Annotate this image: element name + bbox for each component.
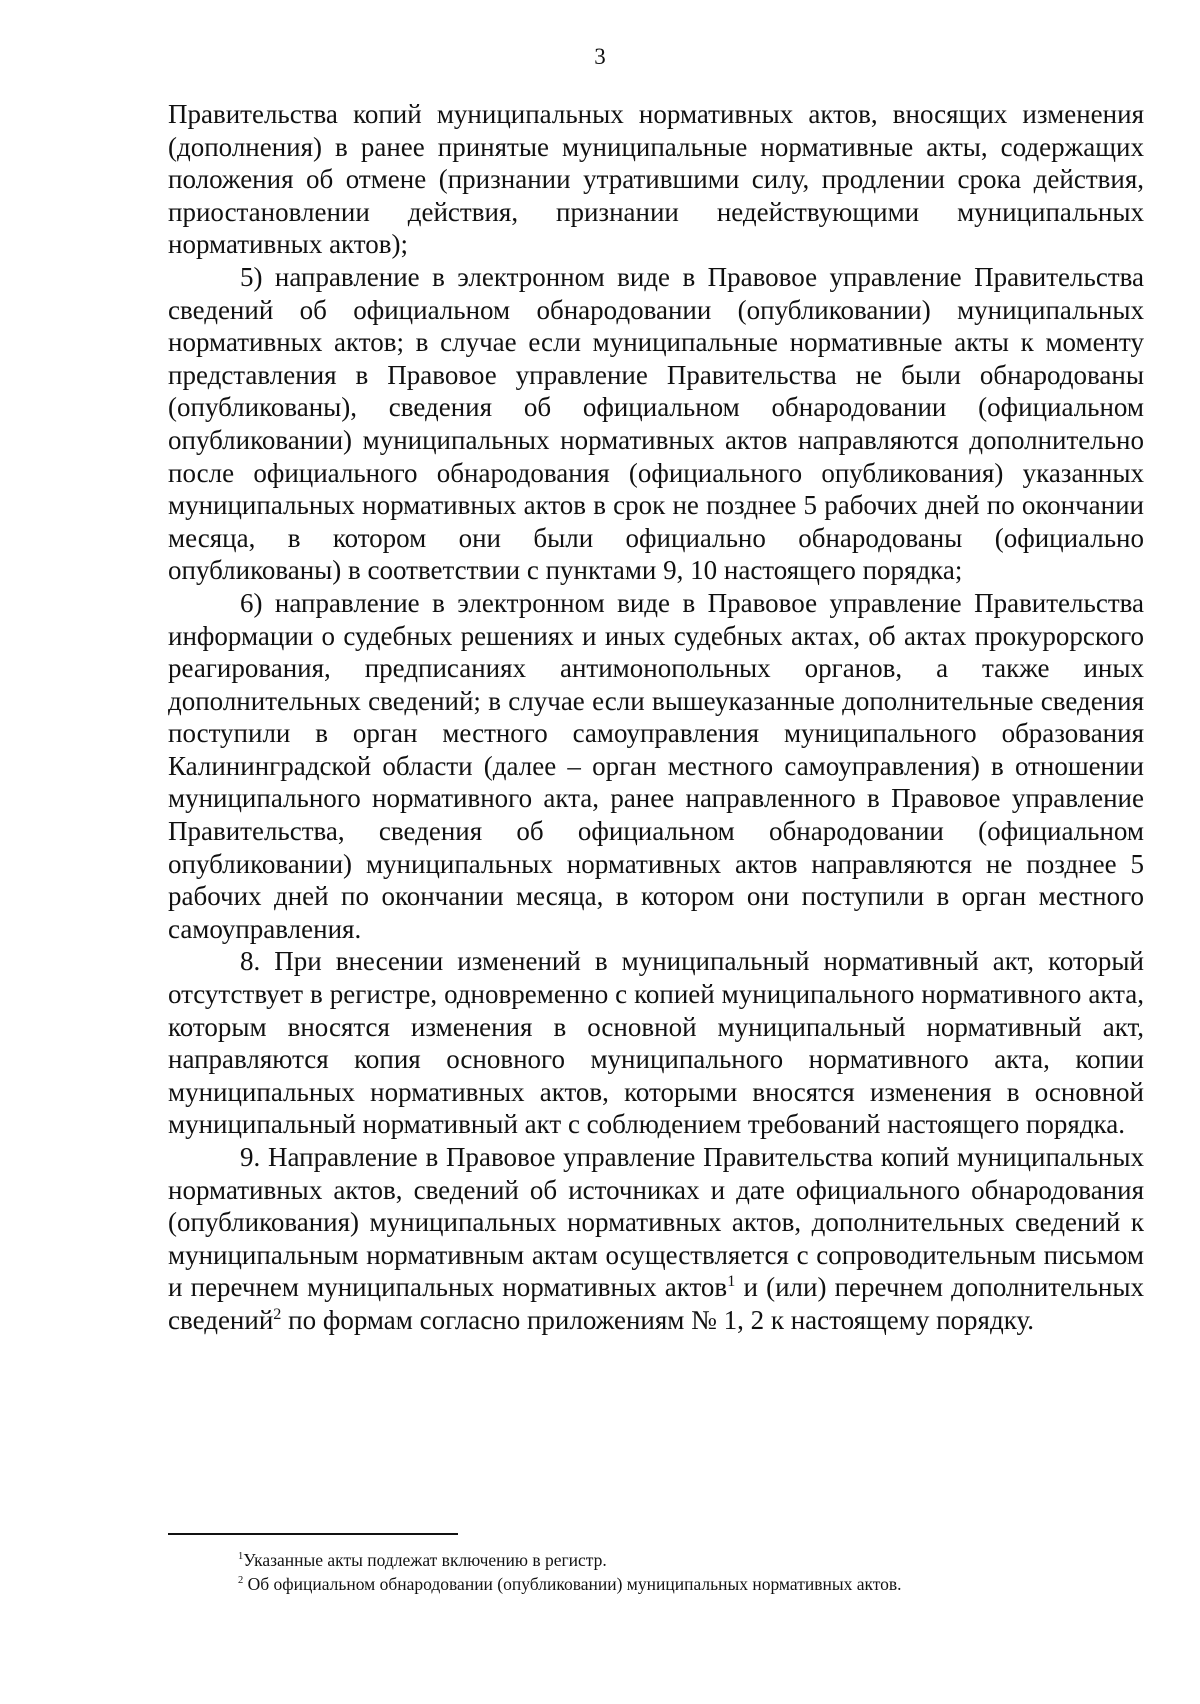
footnote-ref-2: 2 bbox=[273, 1304, 282, 1323]
paragraph-item-5: 5) направление в электронном виде в Правовое управление Правительства сведений об официальном обнародовании (опубликовании) муниципальных нормативных актов; в случае если муниципальные нормативные акты к моменту представления в Правовое управление Правительства не были обнародованы (опубликованы), сведения об официальном обнародовании (официальном опубликовании) муниципальных нормативных актов направляются дополнительно после официального обнародования (официального опубликования) указанных муниципальных нормативных актов в срок не позднее 5 рабочих дней по окончании месяца, в котором они были официально обнародованы (официально опубликованы) в соответствии с пунктами 9, 10 настоящего порядка; bbox=[168, 261, 1144, 586]
footnote-separator bbox=[168, 1533, 458, 1535]
paragraph-continuation: Правительства копий муниципальных нормативных актов, вносящих изменения (дополнения) в ранее принятые муниципальные нормативные акты, содержащих положения об отмене (признании утратившими силу, продлении срока действия, приостановлении действия, признании недействующими муниципальных нормативных актов); bbox=[168, 99, 1144, 260]
footnote-1-text: Указанные акты подлежат включению в регистр. bbox=[243, 1550, 607, 1570]
footnote-ref-1: 1 bbox=[727, 1272, 736, 1291]
footnote-2 bbox=[238, 1572, 1138, 1596]
footnote-1 bbox=[238, 1548, 1138, 1572]
document-body bbox=[168, 98, 1144, 1337]
footnotes bbox=[238, 1548, 1138, 1596]
section-9-text-part2: и (или) перечнем дополнительных сведений bbox=[168, 1272, 1144, 1335]
section-9-text-part1: 9. Направление в Правовое управление Правительства копий муниципальных нормативных актов, сведений об источниках и дате официального обнародования (опубликования) муниципальных нормативных актов, дополнительных сведений к муниципальным нормативным актам осуществляется с сопроводительным письмом и перечнем муниципальных нормативных актов bbox=[168, 1142, 1144, 1303]
page-number: 3 bbox=[594, 44, 606, 69]
section-9-text-part3: по формам согласно приложениям № 1, 2 к настоящему порядку. bbox=[281, 1304, 1034, 1335]
footnote-2-mark: 2 bbox=[238, 1575, 244, 1587]
paragraph-section-9 bbox=[168, 1141, 1144, 1337]
paragraph-item-6: 6) направление в электронном виде в Правовое управление Правительства информации о судебных решениях и иных судебных актах, об актах прокурорского реагирования, предписаниях антимонопольных органов, а также иных дополнительных сведений; в случае если вышеуказанные дополнительные сведения поступили в орган местного самоуправления муниципального образования Калининградской области (далее – орган местного самоуправления) в отношении муниципального нормативного акта, ранее направленного в Правовое управление Правительства, сведения об официальном обнародовании (официальном опубликовании) муниципальных нормативных актов направляются не позднее 5 рабочих дней по окончании месяца, в котором они поступили в орган местного самоуправления. bbox=[168, 587, 1144, 944]
footnote-2-text: Об официальном обнародовании (опубликовании) муниципальных нормативных актов. bbox=[243, 1574, 902, 1594]
footnote-1-mark: 1 bbox=[238, 1551, 244, 1563]
paragraph-section-8: 8. При внесении изменений в муниципальный нормативный акт, который отсутствует в регистре, одновременно с копией муниципального нормативного акта, которым вносятся изменения в основной муниципальный нормативный акт, направляются копия основного муниципального нормативного акта, копии муниципальных нормативных актов, которыми вносятся изменения в основной муниципальный нормативный акт с соблюдением требований настоящего порядка. bbox=[168, 946, 1144, 1140]
